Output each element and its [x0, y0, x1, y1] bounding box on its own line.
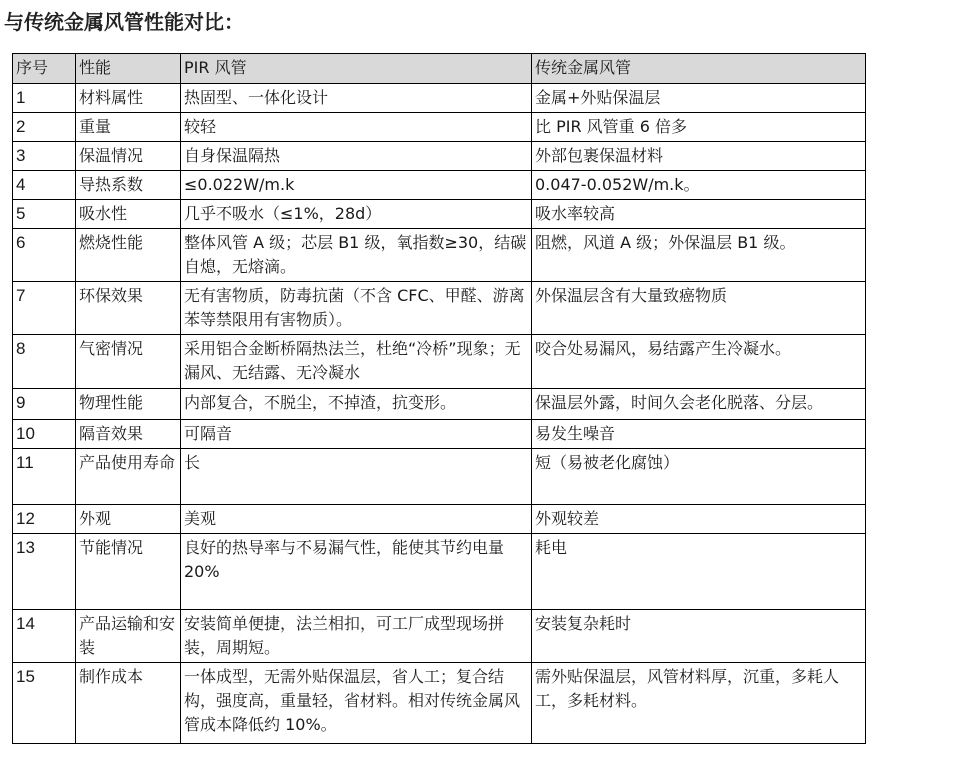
row-number: 11 [13, 449, 76, 505]
header-property: 性能 [76, 54, 181, 84]
row-number: 15 [13, 663, 76, 744]
row-number: 6 [13, 229, 76, 282]
table-row [13, 200, 866, 229]
property-cell: 外观 [76, 505, 181, 534]
row-number: 8 [13, 335, 76, 389]
pir-cell: 内部复合，不脱尘，不掉渣，抗变形。 [181, 389, 532, 420]
metal-cell: 保温层外露，时间久会老化脱落、分层。 [532, 389, 866, 420]
metal-cell: 短（易被老化腐蚀） [532, 449, 866, 505]
table-row [13, 534, 866, 610]
pir-cell: 长 [181, 449, 532, 505]
property-cell: 产品运输和安装 [76, 610, 181, 663]
pir-cell: 整体风管 A 级；芯层 B1 级，氧指数≥30，结碳自熄，无熔滴。 [181, 229, 532, 282]
pir-cell: 安装简单便捷，法兰相扣，可工厂成型现场拼装，周期短。 [181, 610, 532, 663]
metal-cell: 外部包裹保温材料 [532, 142, 866, 171]
page-title: 与传统金属风管性能对比： [4, 10, 244, 34]
table-row [13, 229, 866, 282]
table-row [13, 142, 866, 171]
comparison-table [12, 53, 866, 744]
pir-cell: ≤0.022W/m.k [181, 171, 532, 200]
table-row [13, 84, 866, 113]
table-row [13, 449, 866, 505]
property-cell: 节能情况 [76, 534, 181, 610]
metal-cell: 外观较差 [532, 505, 866, 534]
property-cell: 隔音效果 [76, 420, 181, 449]
metal-cell: 外保温层含有大量致癌物质 [532, 282, 866, 335]
header-no: 序号 [13, 54, 76, 84]
row-number: 9 [13, 389, 76, 420]
table-row [13, 335, 866, 389]
property-cell: 气密情况 [76, 335, 181, 389]
property-cell: 产品使用寿命 [76, 449, 181, 505]
pir-cell: 自身保温隔热 [181, 142, 532, 171]
pir-cell: 可隔音 [181, 420, 532, 449]
row-number: 4 [13, 171, 76, 200]
metal-cell: 金属+外贴保温层 [532, 84, 866, 113]
row-number: 7 [13, 282, 76, 335]
table-row [13, 420, 866, 449]
property-cell: 燃烧性能 [76, 229, 181, 282]
table-row [13, 389, 866, 420]
property-cell: 导热系数 [76, 171, 181, 200]
row-number: 13 [13, 534, 76, 610]
table-header-row [13, 54, 866, 84]
metal-cell: 安装复杂耗时 [532, 610, 866, 663]
metal-cell: 吸水率较高 [532, 200, 866, 229]
pir-cell: 较轻 [181, 113, 532, 142]
row-number: 5 [13, 200, 76, 229]
row-number: 12 [13, 505, 76, 534]
row-number: 14 [13, 610, 76, 663]
metal-cell: 0.047-0.052W/m.k。 [532, 171, 866, 200]
metal-cell: 易发生噪音 [532, 420, 866, 449]
pir-cell: 无有害物质，防毒抗菌（不含 CFC、甲醛、游离苯等禁限用有害物质）。 [181, 282, 532, 335]
table-row [13, 113, 866, 142]
row-number: 3 [13, 142, 76, 171]
property-cell: 重量 [76, 113, 181, 142]
property-cell: 保温情况 [76, 142, 181, 171]
metal-cell: 需外贴保温层，风管材料厚，沉重，多耗人工，多耗材料。 [532, 663, 866, 744]
row-number: 1 [13, 84, 76, 113]
header-metal: 传统金属风管 [532, 54, 866, 84]
row-number: 2 [13, 113, 76, 142]
pir-cell: 一体成型，无需外贴保温层，省人工；复合结构，强度高，重量轻，省材料。相对传统金属风管成本降低约 10%。 [181, 663, 532, 744]
pir-cell: 几乎不吸水（≤1%，28d） [181, 200, 532, 229]
pir-cell: 美观 [181, 505, 532, 534]
property-cell: 环保效果 [76, 282, 181, 335]
pir-cell: 热固型、一体化设计 [181, 84, 532, 113]
property-cell: 制作成本 [76, 663, 181, 744]
row-number: 10 [13, 420, 76, 449]
property-cell: 吸水性 [76, 200, 181, 229]
metal-cell: 咬合处易漏风，易结露产生冷凝水。 [532, 335, 866, 389]
metal-cell: 比 PIR 风管重 6 倍多 [532, 113, 866, 142]
table-row [13, 171, 866, 200]
table-row [13, 610, 866, 663]
metal-cell: 耗电 [532, 534, 866, 610]
table-row [13, 505, 866, 534]
table-row [13, 282, 866, 335]
property-cell: 物理性能 [76, 389, 181, 420]
pir-cell: 良好的热导率与不易漏气性，能使其节约电量 20% [181, 534, 532, 610]
property-cell: 材料属性 [76, 84, 181, 113]
table-row [13, 663, 866, 744]
metal-cell: 阻燃，风道 A 级；外保温层 B1 级。 [532, 229, 866, 282]
header-pir: PIR 风管 [181, 54, 532, 84]
pir-cell: 采用铝合金断桥隔热法兰，杜绝“冷桥”现象；无漏风、无结露、无冷凝水 [181, 335, 532, 389]
